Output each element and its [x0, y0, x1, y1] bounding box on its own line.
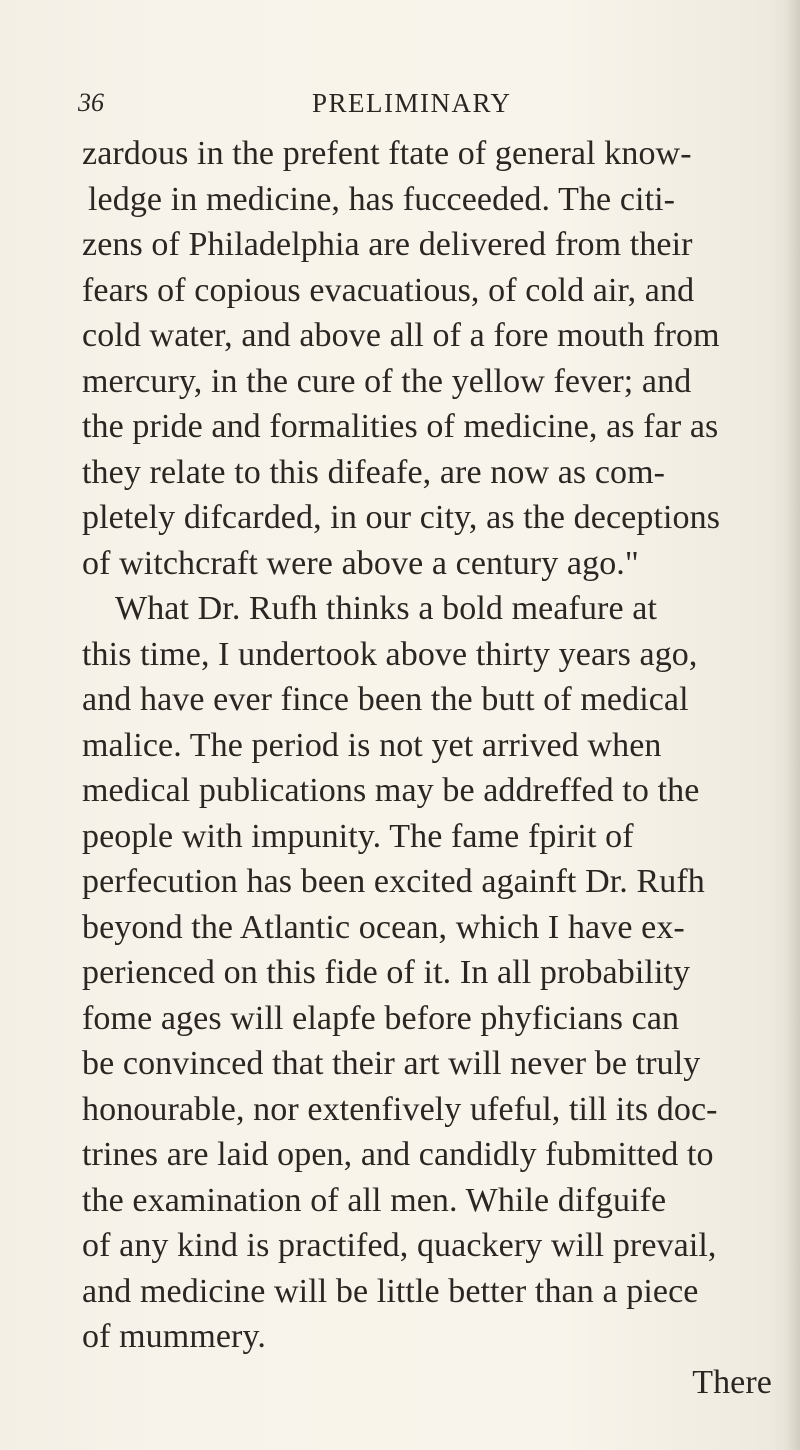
text-line: of any kind is practifed, quackery will prevail, [82, 1227, 717, 1264]
page-header [78, 88, 638, 128]
text-line: malice. The period is not yet arrived when [82, 726, 662, 764]
running-head: PRELIMINARY [312, 88, 512, 118]
text-line: zardous in the prefent ftate of general know- [82, 135, 692, 172]
text-line: fears of copious evacuatious, of cold air, and [82, 271, 695, 309]
text-line: be convinced that their art will never be truly [82, 1045, 701, 1082]
text-line: trines are laid open, and candidly fubmitted to [82, 1136, 714, 1173]
text-line: this time, I undertook above thirty years ago, [82, 635, 698, 673]
text-line: fome ages will elapfe before phyficians can [82, 999, 680, 1037]
body-text [82, 131, 782, 1405]
page-edge-shadow [786, 0, 800, 1450]
text-line: pletely difcarded, in our city, as the deceptions [82, 499, 721, 536]
text-line: beyond the Atlantic ocean, which I have ex- [82, 908, 685, 946]
text-line: honourable, nor extenfively ufeful, till its doc- [82, 1090, 718, 1128]
text-line: and have ever fince been the butt of medical [82, 681, 689, 718]
text-line: ledge in medicine, has fucceeded. The citi- [88, 180, 676, 218]
text-line: cold water, and above all of a fore mouth from [82, 317, 720, 354]
text-line: of witchcraft were above a century ago." [82, 544, 639, 582]
text-line: and medicine will be little better than a piece [82, 1272, 699, 1310]
text-line: perienced on this fide of it. In all probability [82, 954, 691, 991]
text-line: zens of Philadelphia are delivered from their [82, 226, 693, 263]
catchword: There [692, 1363, 772, 1401]
text-line: people with impunity. The fame fpirit of [82, 817, 634, 855]
text-line: mercury, in the cure of the yellow fever; and [82, 362, 692, 400]
text-line: medical publications may be addreffed to the [82, 772, 700, 809]
text-line: the examination of all men. While difguife [82, 1181, 667, 1219]
text-line: of mummery. [82, 1318, 266, 1355]
text-line: the pride and formalities of medicine, as far as [82, 408, 719, 445]
text-line: they relate to this difeafe, are now as com- [82, 453, 666, 491]
page-number: 36 [78, 88, 104, 117]
text-line: perfecution has been excited againft Dr. Rufh [82, 863, 705, 900]
paragraph-start-line: What Dr. Rufh thinks a bold meafure at [115, 590, 657, 627]
